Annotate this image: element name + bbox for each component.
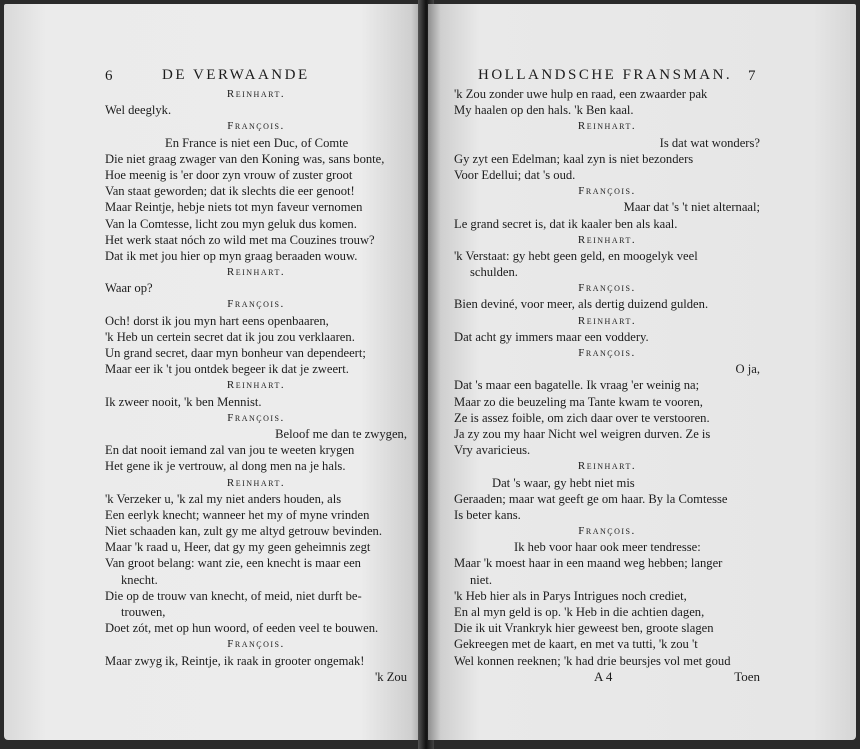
verse-line: Waar op? <box>105 281 153 296</box>
verse-line: Le grand secret is, dat ik kaaler ben als kaal. <box>454 216 678 231</box>
verse-line: Van groot belang: want zie, een knecht is maar een <box>105 556 361 571</box>
verse-line: Bien deviné, voor meer, als dertig duizend gulden. <box>454 297 709 312</box>
page-footer <box>454 669 760 685</box>
verse-line: En dat nooit iemand zal van jou te weeten krygen <box>105 443 355 458</box>
page-number: 6 <box>105 68 113 84</box>
verse-line: knecht. <box>121 572 158 587</box>
verse-line: 'k Heb un certein secret dat ik jou zou verklaaren. <box>105 329 355 344</box>
left-page <box>4 4 424 740</box>
verse-line: Is dat wat wonders? <box>659 135 760 150</box>
verse-line: Maar Reintje, hebje niets tot myn faveur vernomen <box>105 200 363 215</box>
verse-line: 'k Heb hier als in Parys Intrigues noch crediet, <box>454 588 687 603</box>
verse-line: Maar 'k moest haar in een maand weg hebben; langer <box>454 556 723 571</box>
verse-line: Is beter kans. <box>454 507 521 522</box>
speaker-name: Reinhart. <box>577 460 637 473</box>
verse-line: schulden. <box>470 265 518 280</box>
verse-line: Un grand secret, daar myn bonheur van dependeert; <box>105 346 366 360</box>
verse-line: Och! dorst ik jou myn hart eens openbaaren, <box>105 313 329 328</box>
verse-line: En France is niet een Duc, of Comte <box>165 135 349 150</box>
verse-line: O ja, <box>735 362 760 377</box>
verse-line: Dat ik met jou hier op myn graag beraaden wouw. <box>105 248 358 263</box>
verse-line: Maar 'k raad u, Heer, dat gy my geen geheimnis zegt <box>105 540 371 555</box>
verse-line: Dat 's waar, gy hebt niet mis <box>492 475 635 490</box>
verse-line: 'k Verzeker u, 'k zal my niet anders houden, als <box>105 491 342 506</box>
verse-line: Beloof me dan te zwygen, <box>275 426 407 441</box>
page-number: 7 <box>748 68 756 84</box>
speaker-name: Reinhart. <box>577 233 637 246</box>
verse-line: niet. <box>470 572 493 587</box>
verse-line: 'k Zou <box>374 669 407 684</box>
verse-line: 'k Verstaat: gy hebt geen geld, en moogelyk veel <box>454 248 698 263</box>
speaker-name: Reinhart. <box>226 476 286 489</box>
speaker-name: Reinhart. <box>226 88 286 100</box>
verse-line: 'k Zou zonder uwe hulp en raad, een zwaarder pak <box>454 87 708 101</box>
verse-line: En al myn geld is op. 'k Heb in die achtien dagen, <box>454 605 705 619</box>
verse-line: Die ik uit Vrankryk hier geweest ben, groote slagen <box>454 621 714 636</box>
verse-line: trouwen, <box>121 605 166 619</box>
verse-line: Van la Comtesse, licht zou myn geluk dus komen. <box>105 216 357 231</box>
verse-line: Ze is assez foible, om zich daar over te verstooren. <box>454 410 710 425</box>
verse-line: Gy zyt een Edelman; kaal zyn is niet bezonders <box>454 151 694 166</box>
speaker-name: François. <box>227 298 285 311</box>
verse-line: Hoe meenig is 'er door zyn vrouw of zuster groot <box>105 167 353 182</box>
verse-line: Het gene ik je vertrouw, al dong men na je hals. <box>105 459 346 474</box>
signature-mark: A 4 <box>594 669 613 684</box>
verse-line: Het werk staat nóch zo wild met ma Couzines trouw? <box>105 232 375 247</box>
speaker-name: Reinhart. <box>577 314 637 327</box>
verse-line: Die op de trouw van knecht, of meid, niet durft be- <box>105 588 362 603</box>
verse-line: Dat 's maar een bagatelle. Ik vraag 'er weinig na; <box>454 378 700 393</box>
verse-line: Van staat geworden; dat ik slechts die eer genoot! <box>105 184 355 199</box>
verse-line: Ik zweer nooit, 'k ben Mennist. <box>105 394 262 409</box>
speaker-name: François. <box>227 411 285 424</box>
right-page <box>428 4 856 740</box>
running-head: HOLLANDSCHE FRANSMAN. <box>478 67 733 83</box>
verse-line: Voor Edellui; dat 's oud. <box>454 167 576 182</box>
running-head: DE VERWAANDE <box>162 67 310 83</box>
verse-line: Niet schaaden kan, zult gy me altyd getrouw bevinden. <box>105 524 382 539</box>
verse-line: Ik heb voor haar ook meer tendresse: <box>514 540 701 555</box>
verse-line: Ja zy zou my haar Nicht wel weigren durven. Ze is <box>454 426 711 441</box>
speaker-name: Reinhart. <box>577 120 637 133</box>
speaker-name: Reinhart. <box>226 379 286 392</box>
verse-line: Maar dat 's 't niet alternaal; <box>623 200 760 215</box>
speaker-name: François. <box>578 347 636 359</box>
speaker-name: François. <box>227 120 285 133</box>
verse-line: Gekreegen met de kaart, en met va tutti, 'k zou 't <box>454 637 698 652</box>
verse-line: Dat acht gy immers maar een voddery. <box>454 329 649 344</box>
catchword: Toen <box>734 669 760 684</box>
verse-line: Maar eer ik 't jou ontdek begeer ik dat je zweert. <box>105 362 349 377</box>
page-text <box>454 86 760 669</box>
verse-line: Wel deeglyk. <box>105 103 172 118</box>
page-text <box>105 86 407 685</box>
speaker-name: François. <box>578 185 636 198</box>
verse-line: Maar zo die beuzeling ma Tante kwam te vooren, <box>454 394 703 409</box>
verse-line: Geraaden; maar wat geeft ge om haar. By la Comtesse <box>454 491 728 506</box>
speaker-name: Reinhart. <box>226 266 286 279</box>
speaker-name: François. <box>578 282 636 295</box>
verse-line: Die niet graag zwager van den Koning was, sans bonte, <box>105 151 385 166</box>
verse-line: My haalen op den hals. 'k Ben kaal. <box>454 103 634 118</box>
verse-line: Maar zwyg ik, Reintje, ik raak in grooter ongemak! <box>105 653 365 668</box>
verse-line: Wel konnen reeknen; 'k had drie beursjes vol met goud <box>454 653 731 668</box>
verse-line: Doet zót, met op hun woord, of eeden veel te bouwen. <box>105 621 379 636</box>
speaker-name: François. <box>227 638 285 651</box>
speaker-name: François. <box>578 525 636 538</box>
verse-line: Een eerlyk knecht; wanneer het my of myne vrinden <box>105 507 370 522</box>
verse-line: Vry avaricieus. <box>454 443 531 458</box>
